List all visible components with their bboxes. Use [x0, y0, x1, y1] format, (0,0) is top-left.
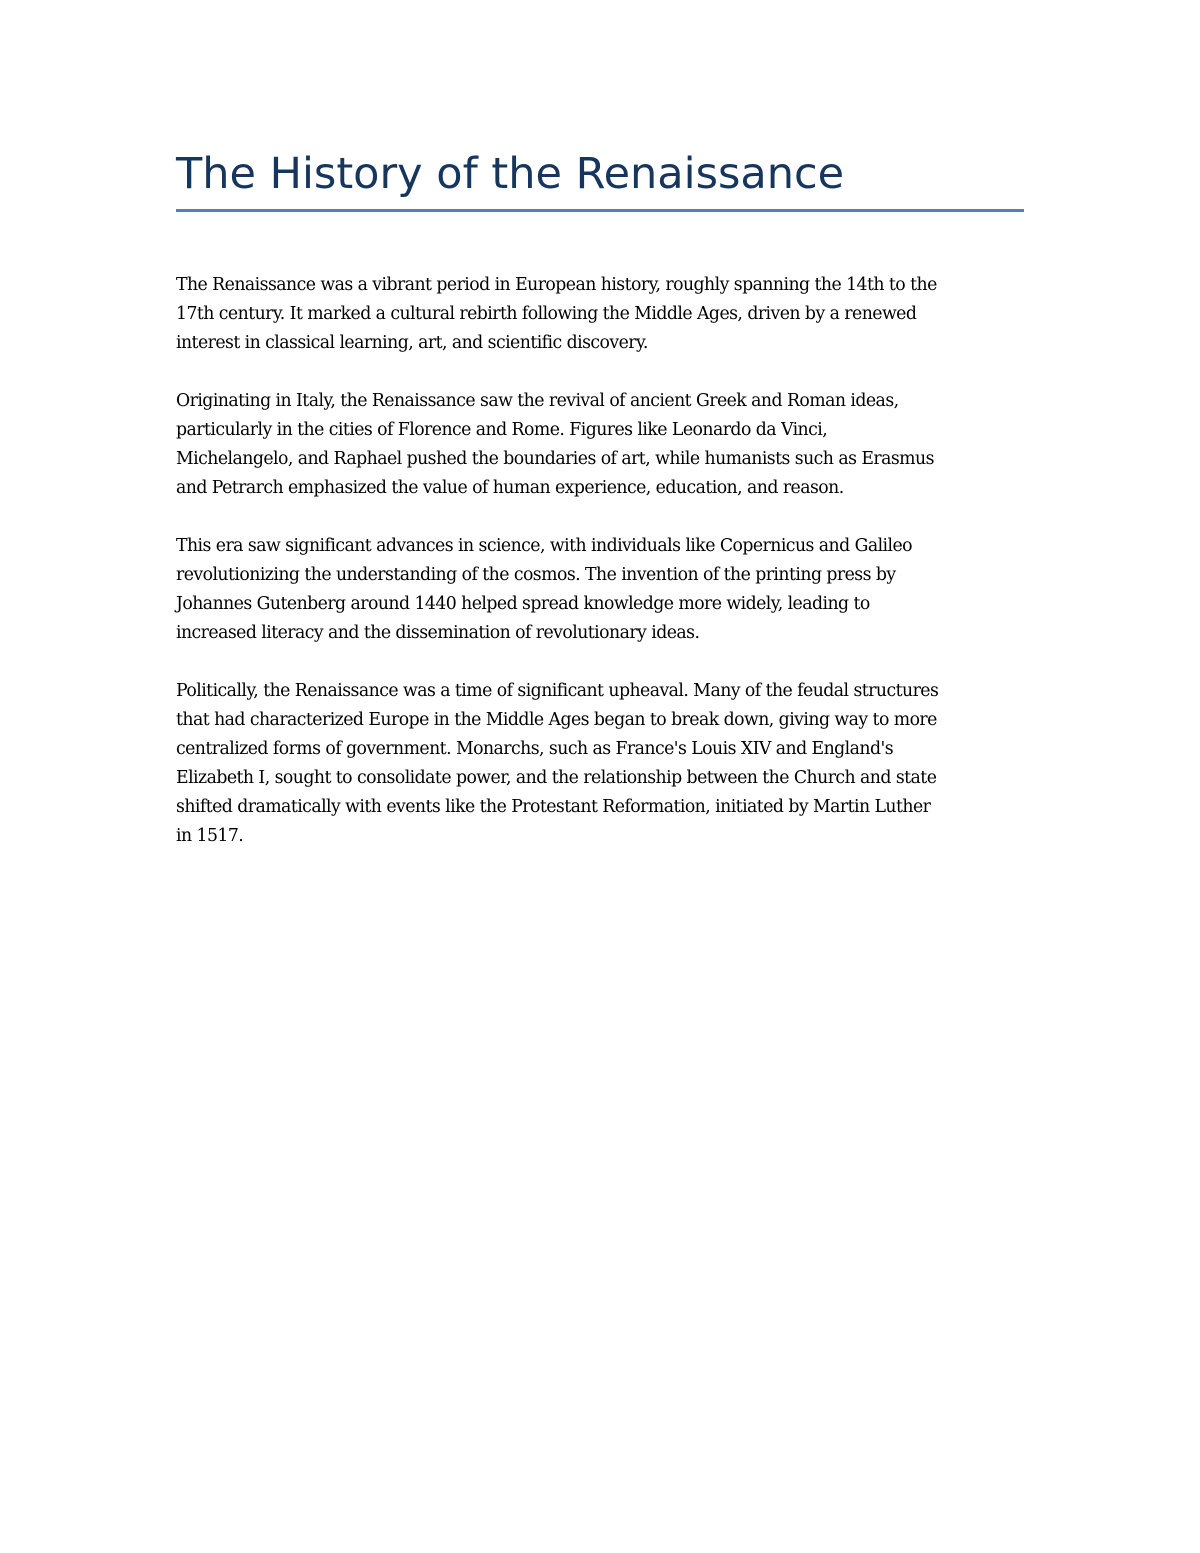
paragraph-line: Politically, the Renaissance was a time of significant upheaval. Many of the feudal structures	[176, 681, 939, 701]
paragraph-line: increased literacy and the dissemination of revolutionary ideas.	[176, 623, 700, 643]
paragraph-line: in 1517.	[176, 826, 244, 846]
paragraph-line: revolutionizing the understanding of the cosmos. The invention of the printing press by	[176, 565, 896, 585]
paragraph-line: 17th century. It marked a cultural rebirth following the Middle Ages, driven by a renewed	[176, 304, 917, 324]
paragraph-line: centralized forms of government. Monarchs, such as France's Louis XIV and England's	[176, 739, 894, 759]
paragraph-line: and Petrarch emphasized the value of human experience, education, and reason.	[176, 478, 844, 498]
document-title: The History of the Renaissance	[176, 149, 845, 199]
paragraph-line: shifted dramatically with events like the Protestant Reformation, initiated by Martin Luther	[176, 797, 931, 817]
paragraph-line: interest in classical learning, art, and scientific discovery.	[176, 333, 648, 353]
document-body	[176, 271, 1036, 880]
paragraph-line: that had characterized Europe in the Middle Ages began to break down, giving way to more	[176, 710, 937, 730]
paragraph-line: This era saw significant advances in science, with individuals like Copernicus and Galileo	[176, 536, 913, 556]
paragraph-line: Elizabeth I, sought to consolidate power, and the relationship between the Church and state	[176, 768, 937, 788]
paragraph-line: Johannes Gutenberg around 1440 helped spread knowledge more widely, leading to	[176, 594, 870, 614]
paragraph-line: Michelangelo, and Raphael pushed the boundaries of art, while humanists such as Erasmus	[176, 449, 934, 469]
paragraph-line: The Renaissance was a vibrant period in European history, roughly spanning the 14th to the	[176, 275, 937, 295]
title-underline-rule	[176, 209, 1024, 212]
paragraph-line: Originating in Italy, the Renaissance saw the revival of ancient Greek and Roman ideas,	[176, 391, 899, 411]
paragraph-politics	[176, 677, 1036, 851]
paragraph-line: particularly in the cities of Florence and Rome. Figures like Leonardo da Vinci,	[176, 420, 828, 440]
paragraph-intro	[176, 271, 1036, 358]
paragraph-origins	[176, 387, 1036, 503]
paragraph-science	[176, 532, 1036, 648]
